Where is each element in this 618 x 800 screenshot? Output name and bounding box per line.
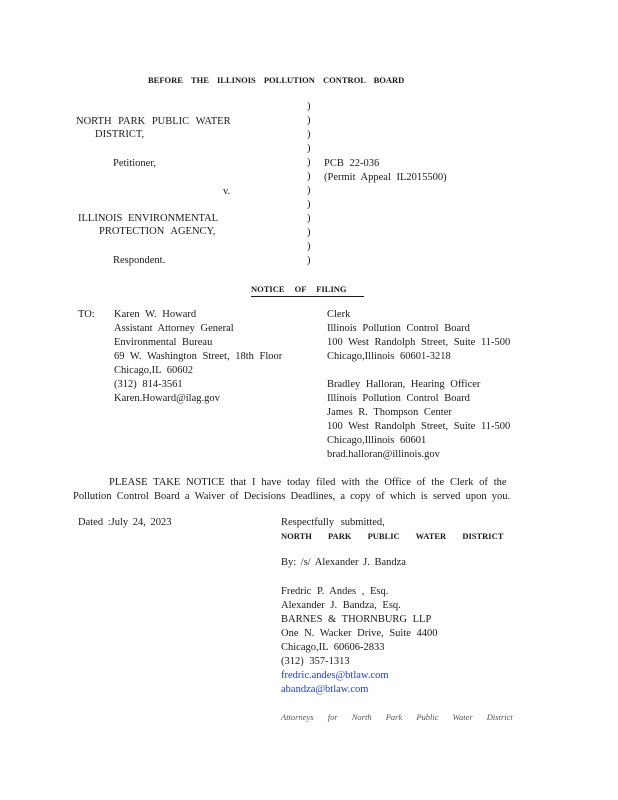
respectfully-submitted: Respectfully submitted, — [281, 517, 385, 528]
recipient-right-line: James R. Thompson Center — [327, 407, 452, 418]
dated-line: Dated :July 24, 2023 — [78, 517, 172, 528]
recipient-right-line: Clerk — [327, 309, 351, 320]
recipient-right-line: Illinois Pollution Control Board — [327, 393, 470, 404]
to-label: TO: — [78, 309, 95, 320]
firm-city: Chicago,IL 60606-2833 — [281, 642, 385, 653]
recipient-right-line: Chicago,Illinois 60601-3218 — [327, 351, 451, 362]
attorney-line: Alexander J. Bandza, Esq. — [281, 600, 401, 611]
caption-paren: ) — [307, 129, 311, 140]
caption-paren: ) — [307, 185, 311, 196]
recipient-left-line: Chicago,IL 60602 — [114, 365, 194, 376]
recipient-left-line: Assistant Attorney General — [114, 323, 234, 334]
caption-paren: ) — [307, 241, 311, 252]
recipient-right-line: 100 West Randolph Street, Suite 11-500 — [327, 421, 511, 432]
firm-phone: (312) 357-1313 — [281, 656, 350, 667]
recipient-left-line: Karen W. Howard — [114, 309, 197, 320]
signature-by: By: /s/ Alexander J. Bandza — [281, 557, 406, 568]
caption-paren: ) — [307, 255, 311, 266]
notice-body-line2: Pollution Control Board a Waiver of Decisions Deadlines, a copy of which is served upon you. — [73, 491, 511, 502]
notice-title: NOTICE OF FILING — [251, 283, 364, 297]
recipient-right-line: Illinois Pollution Control Board — [327, 323, 470, 334]
recipient-right-line: Bradley Halloran, Hearing Officer — [327, 379, 481, 390]
attorneys-for-line: Attorneys for North Park Public Water District — [281, 712, 513, 722]
case-number: PCB 22-036 — [324, 158, 380, 169]
recipient-left-line: (312) 814-3561 — [114, 379, 183, 390]
caption-paren: ) — [307, 171, 311, 182]
caption-paren: ) — [307, 199, 311, 210]
petitioner-name-line2: DISTRICT, — [95, 129, 145, 140]
email-link-bandza[interactable]: abandza@btlaw.com — [281, 684, 369, 695]
firm-name: BARNES & THORNBURG LLP — [281, 614, 432, 625]
caption-paren: ) — [307, 157, 311, 168]
notice-body-line1: PLEASE TAKE NOTICE that I have today filed with the Office of the Clerk of the — [109, 477, 507, 488]
case-description: (Permit Appeal IL2015500) — [324, 172, 447, 183]
respondent-name-line2: PROTECTION AGENCY, — [99, 226, 216, 237]
firm-address: One N. Wacker Drive, Suite 4400 — [281, 628, 438, 639]
recipient-left-line: Environmental Bureau — [114, 337, 213, 348]
caption-paren: ) — [307, 213, 311, 224]
petitioner-role: Petitioner, — [113, 158, 157, 169]
caption-paren: ) — [307, 115, 311, 126]
petitioner-name-line1: NORTH PARK PUBLIC WATER — [76, 116, 231, 127]
email-link-andes[interactable]: fredric.andes@btlaw.com — [281, 670, 389, 681]
caption-paren: ) — [307, 143, 311, 154]
client-name: NORTH PARK PUBLIC WATER DISTRICT — [281, 531, 504, 541]
document-heading: BEFORE THE ILLINOIS POLLUTION CONTROL BOARD — [148, 75, 405, 85]
caption-paren: ) — [307, 101, 311, 112]
caption-paren: ) — [307, 227, 311, 238]
recipient-right-email[interactable]: brad.halloran@illinois.gov — [327, 449, 440, 460]
respondent-name-line1: ILLINOIS ENVIRONMENTAL — [78, 213, 219, 224]
attorney-line: Fredric P. Andes , Esq. — [281, 586, 389, 597]
recipient-right-line: 100 West Randolph Street, Suite 11-500 — [327, 337, 511, 348]
recipient-left-email[interactable]: Karen.Howard@ilag.gov — [114, 393, 220, 404]
recipient-left-line: 69 W. Washington Street, 18th Floor — [114, 351, 283, 362]
versus-label: v. — [223, 186, 231, 197]
respondent-role: Respondent. — [113, 255, 166, 266]
recipient-right-line: Chicago,Illinois 60601 — [327, 435, 427, 446]
